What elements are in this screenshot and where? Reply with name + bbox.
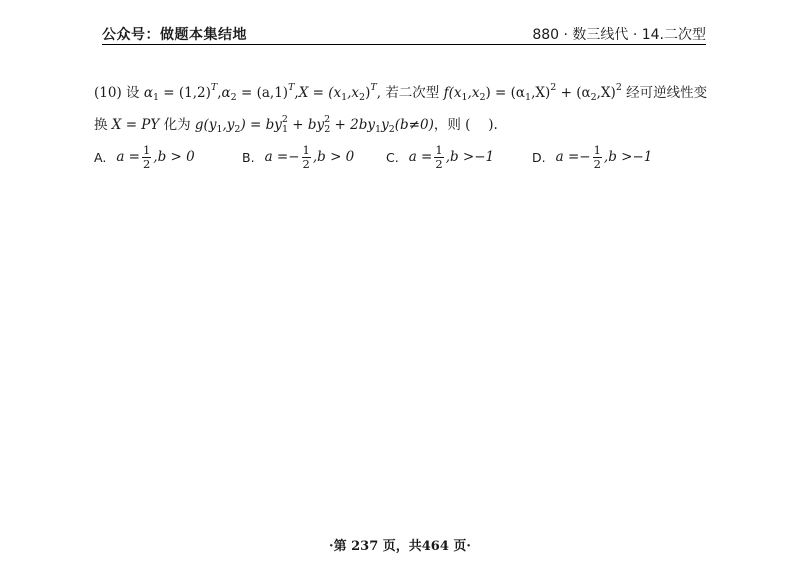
problem-line-1: (10) 设 $\alpha_1 = (1,2)^T,\alpha_2 = (a,1)^T,X = (x_1,x_2)^T$, 若二次型 $f(x_1,x_2) = (\alpha_1,X)^2 + (\alpha_2,X)^2$ 经可逆线性变	[94, 82, 708, 103]
fraction: $\frac{1}{2}$	[593, 142, 601, 171]
option-label: C.	[386, 149, 399, 165]
header-source: 公众号：做题本集结地	[102, 27, 247, 43]
problem-number: (10)	[94, 85, 122, 101]
option-label: A.	[94, 149, 107, 165]
problem-statement	[94, 72, 714, 136]
option-d[interactable]: D. a = − $\frac{1}{2}$ ,b >−1	[532, 142, 653, 171]
header-section: 880 · 数三线代 · 14.二次型	[532, 27, 706, 43]
fraction: $\frac{1}{2}$	[142, 142, 151, 171]
fraction: $\frac{1}{2}$	[435, 142, 443, 171]
problem-line-2: 换 X = PY 化为 $g(y_1,y_2) = by^2_1 + by^2_2 + 2by_1y_2(b\ne 0)$，则 ( ).	[94, 114, 498, 135]
option-label: B.	[242, 149, 255, 165]
option-a[interactable]: A. a = $\frac{1}{2}$ ,b > 0	[94, 142, 195, 171]
option-c[interactable]: C. a = $\frac{1}{2}$ ,b >−1	[386, 142, 495, 171]
fraction: $\frac{1}{2}$	[302, 142, 310, 171]
page-header	[102, 20, 706, 46]
page-footer: ·第 237 页，共464 页·	[329, 539, 471, 554]
option-label: D.	[532, 149, 546, 165]
option-b[interactable]: B. a = − $\frac{1}{2}$ ,b > 0	[242, 142, 355, 171]
header-divider	[102, 44, 706, 45]
answer-options	[94, 140, 714, 174]
